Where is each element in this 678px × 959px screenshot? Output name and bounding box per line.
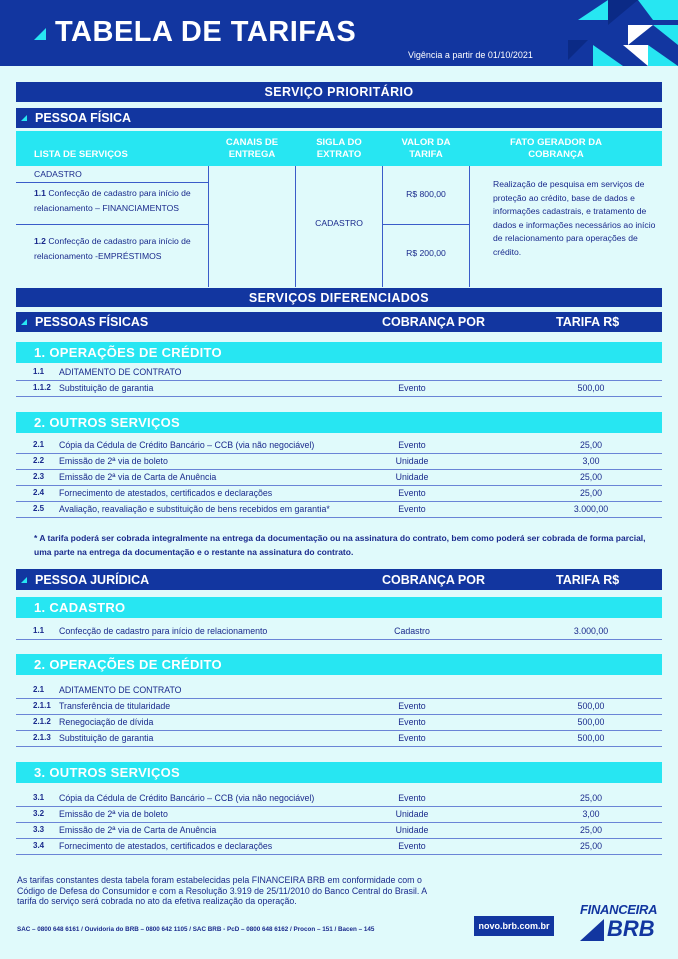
column-header-sigla: SIGLA DO EXTRATO [316,137,362,160]
row-number: 3.2 [33,809,45,818]
pf-outros-title: 2. OUTROS SERVIÇOS [16,412,662,433]
row-number: 2.1 [33,440,45,449]
row-number: 1.1 [33,626,45,635]
row-unit: Cadastro [394,626,430,636]
table-row [16,839,662,855]
row-unit: Evento [398,440,426,450]
row-number: 2.1 [33,685,45,694]
pessoa-juridica-title: PESSOA JURÍDICA [35,572,150,587]
row-price: 25,00 [579,488,602,498]
table-row [16,823,662,839]
row-number: 1.1.2 [33,383,51,392]
row-price: 25,00 [579,793,602,803]
row-price: 3,00 [582,456,600,466]
row-number: 3.3 [33,825,45,834]
triangle-icon [21,115,27,121]
table-row [16,502,662,518]
page-title: TABELA DE TARIFAS [55,16,357,48]
table-row [16,365,662,381]
row-price: 3.000,00 [573,504,609,514]
table-header [16,131,662,166]
logo-text-line1: FINANCEIRA [580,902,658,917]
valor-tarifa-1-2: R$ 200,00 [406,248,446,258]
column-header-fato-gerador: FATO GERADOR DA COBRANÇA [509,137,602,160]
table-row [16,438,662,454]
row-description: ADITAMENTO DE CONTRATO [59,367,182,377]
row-unit: Evento [398,841,426,851]
row-number: 3.4 [33,841,45,850]
prioritario-table [16,131,662,287]
row-description: Confecção de cadastro para início de relacionamento [59,626,268,636]
divider [382,224,469,225]
row-description: Fornecimento de atestados, certificados e declarações [59,488,273,498]
column-header-tarifa: TARIFA R$ [556,315,620,329]
table-row [16,807,662,823]
section-title-diferenciados: SERVIÇOS DIFERENCIADOS [16,288,662,307]
row-price: 500,00 [577,717,605,727]
row-unit: Unidade [395,456,429,466]
validity-date: Vigência a partir de 01/10/2021 [408,50,533,60]
divider [16,224,208,225]
row-description: Cópia da Cédula de Crédito Bancário – CCB (via não negociável) [59,793,315,803]
group-label-cadastro: CADASTRO [34,169,82,179]
divider [208,166,209,287]
divider [16,182,208,183]
section-title-prioritario: SERVIÇO PRIORITÁRIO [16,82,662,102]
row-description: Emissão de 2ª via de Carta de Anuência [59,825,217,835]
row-description: ADITAMENTO DE CONTRATO [59,685,182,695]
row-description: Renegociação de dívida [59,717,154,727]
pj-credito-title: 2. OPERAÇÕES DE CRÉDITO [16,654,662,675]
row-number: 2.2 [33,456,45,465]
row-price: 25,00 [579,440,602,450]
row-unit: Evento [398,383,426,393]
sigla-extrato: CADASTRO [315,218,363,228]
table-row [16,454,662,470]
footer-note: As tarifas constantes desta tabela foram estabelecidas pela FINANCEIRA BRB em conformidade com o Código de Defesa do Consumidor e com a Resolução 3.919 de 25/11/2010 do Banco Central do Brasil. A tarifa do serviço será cobrada no ato da efetiva realização da operação. [17,875,427,906]
table-body [16,166,662,287]
triangle-icon [34,28,46,40]
row-price: 500,00 [577,701,605,711]
contact-numbers: SAC – 0800 648 6161 / Ouvidoria do BRB – 0800 642 1105 / SAC BRB - PcD – 0800 648 6162 / Procon – 151 / Bacen – 145 [17,926,375,933]
footnote: * A tarifa poderá ser cobrada integralmente na entrega da documentação ou na assinatura do contrato, bem como poderá ser cobrada de forma parcial, uma parte na entrega da documentação e o restante na assinatura do contrato. [34,533,646,557]
financeira-brb-logo [574,902,664,944]
column-header-cobranca: COBRANÇA POR [382,315,486,329]
row-description: Transferência de titularidade [59,701,171,711]
table-row [16,699,662,715]
row-unit: Unidade [395,809,429,819]
row-price: 3,00 [582,809,600,819]
divider [382,166,383,287]
divider [469,166,470,287]
service-item-1-2 [34,234,206,264]
row-number: 2.3 [33,472,45,481]
row-unit: Unidade [395,825,429,835]
row-number: 2.1.1 [33,701,51,710]
table-row [16,486,662,502]
pf-credito-title: 1. OPERAÇÕES DE CRÉDITO [16,342,662,363]
geometric-pattern-icon [568,0,678,66]
pessoas-fisicas-bar [16,312,662,332]
row-number: 2.1.2 [33,717,51,726]
fato-gerador-text: Realização de pesquisa em serviços de proteção ao crédito, base de dados e informações cadastrais, e tratamento de dados e informações necessários ao início de relacionamento para operações de crédito. [493,179,656,257]
row-unit: Unidade [395,472,429,482]
table-row [16,381,662,397]
pessoa-fisica-bar [16,108,662,128]
row-number: 2.4 [33,488,45,497]
row-description: Substituição de garantia [59,383,154,393]
row-unit: Evento [398,717,426,727]
row-description: Fornecimento de atestados, certificados e declarações [59,841,273,851]
page-header [0,0,678,66]
row-unit: Evento [398,488,426,498]
column-header-canais: CANAIS DE ENTREGA [225,137,279,160]
table-row [16,470,662,486]
item-number: 1.1 [34,188,46,198]
item-text: Confecção de cadastro para início de relacionamento – FINANCIAMENTOS [34,188,191,213]
column-header-tarifa: TARIFA R$ [556,572,620,587]
row-unit: Evento [398,504,426,514]
row-number: 2.5 [33,504,45,513]
row-unit: Evento [398,793,426,803]
row-number: 3.1 [33,793,45,802]
row-number: 1.1 [33,367,45,376]
table-row [16,624,662,640]
row-price: 25,00 [579,472,602,482]
column-header-servicos: LISTA DE SERVIÇOS [34,149,128,160]
pessoa-juridica-bar [16,569,662,590]
pessoas-fisicas-title: PESSOAS FÍSICAS [35,315,149,329]
website-link[interactable]: novo.brb.com.br [474,916,554,936]
column-header-valor: VALOR DA TARIFA [401,137,451,160]
row-price: 25,00 [579,841,602,851]
valor-tarifa-1-1: R$ 800,00 [406,189,446,199]
item-text: Confecção de cadastro para início de relacionamento -EMPRÉSTIMOS [34,236,191,261]
row-price: 3.000,00 [573,626,609,636]
table-row [16,731,662,747]
triangle-icon [21,577,27,583]
logo-mark-icon [580,919,604,941]
row-unit: Evento [398,701,426,711]
pj-outros-title: 3. OUTROS SERVIÇOS [16,762,662,783]
row-description: Emissão de 2ª via de Carta de Anuência [59,472,217,482]
row-number: 2.1.3 [33,733,51,742]
item-number: 1.2 [34,236,46,246]
table-row [16,683,662,699]
row-description: Avaliação, reavaliação e substituição de bens recebidos em garantia* [59,504,330,514]
service-item-1-1 [34,186,206,216]
row-description: Substituição de garantia [59,733,154,743]
logo-text-line2: BRB [607,916,655,941]
column-header-cobranca: COBRANÇA POR [382,572,486,587]
row-price: 500,00 [577,383,605,393]
pessoa-fisica-title: PESSOA FÍSICA [35,111,132,125]
row-description: Emissão de 2ª via de boleto [59,456,168,466]
row-description: Emissão de 2ª via de boleto [59,809,168,819]
row-unit: Evento [398,733,426,743]
triangle-icon [21,319,27,325]
table-row [16,791,662,807]
row-description: Cópia da Cédula de Crédito Bancário – CCB (via não negociável) [59,440,315,450]
row-price: 500,00 [577,733,605,743]
pj-cadastro-title: 1. CADASTRO [16,597,662,618]
row-price: 25,00 [579,825,602,835]
table-row [16,715,662,731]
